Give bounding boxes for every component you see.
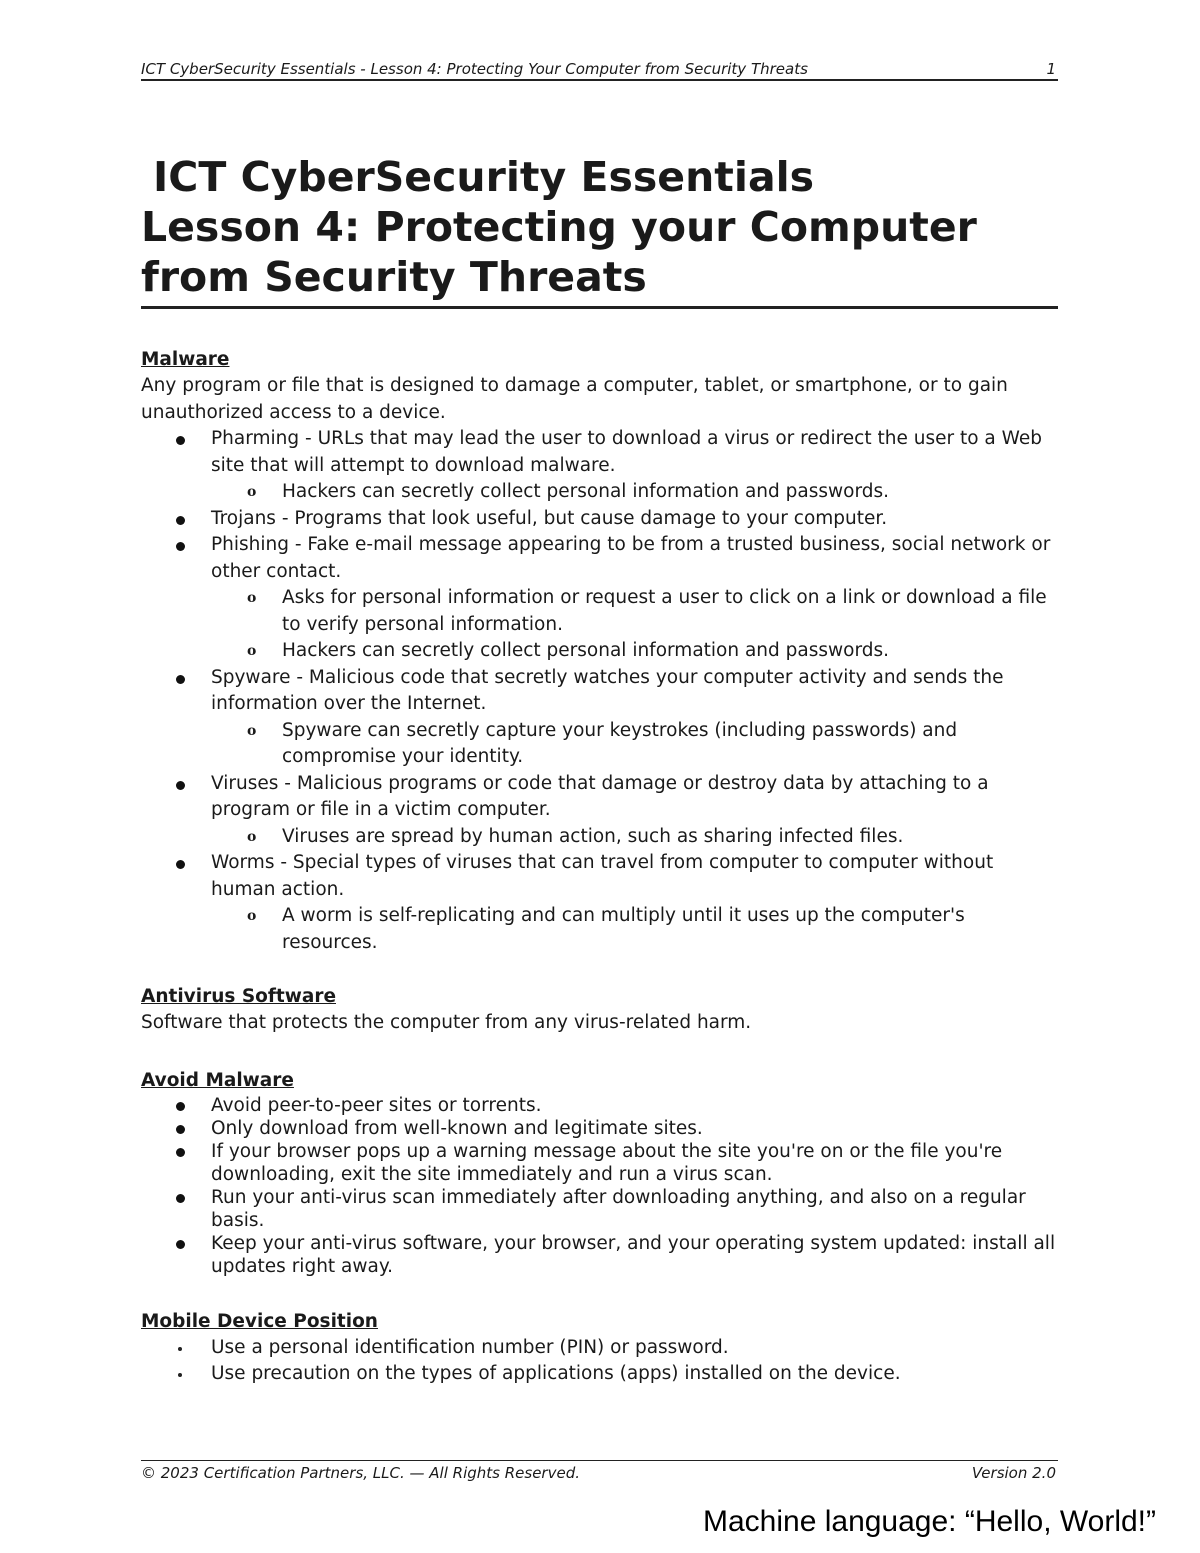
bullet-icon xyxy=(176,1240,185,1249)
list-item: Use precaution on the types of applications (apps) installed on the device. xyxy=(141,1361,1058,1388)
list-item: Avoid peer-to-peer sites or torrents. xyxy=(141,1094,1058,1117)
antivirus-heading: Antivirus Software xyxy=(141,986,336,1007)
circle-bullet-icon: o xyxy=(247,484,257,500)
avoid-malware-heading: Avoid Malware xyxy=(141,1069,294,1091)
circle-bullet-icon: o xyxy=(247,590,257,606)
list-item: Phishing - Fake e-mail message appearing to be from a trusted business, social network or other contact. xyxy=(141,532,1058,585)
circle-bullet-icon: o xyxy=(247,722,257,739)
copyright-text: © 2023 Certification Partners, LLC. — All Rights Reserved. xyxy=(141,1464,580,1482)
caption-text: Machine language: “Hello, World!” xyxy=(702,1505,1156,1538)
sub-list-item: o Hackers can secretly collect personal information and passwords. xyxy=(141,638,1058,665)
avoid-malware-list xyxy=(141,1094,1058,1278)
list-item: Pharming - URLs that may lead the user to download a virus or redirect the user to a Web site that will attempt to download malware. xyxy=(141,426,1058,479)
list-item: If your browser pops up a warning message about the site you're on or the file you're downloading, exit the site immediately and run a virus scan. xyxy=(141,1140,1058,1186)
bullet-icon xyxy=(176,1194,185,1203)
sub-list-item: o Hackers can secretly collect personal information and passwords. xyxy=(141,479,1058,506)
list-item: Only download from well-known and legitimate sites. xyxy=(141,1117,1058,1140)
bullet-icon xyxy=(176,781,185,790)
page-footer xyxy=(141,1460,1058,1482)
bullet-icon xyxy=(176,1148,185,1157)
bullet-icon xyxy=(176,860,185,869)
page-number: 1 xyxy=(1046,60,1056,78)
malware-definition: Any program or file that is designed to damage a computer, tablet, or smartphone, or to gain unauthorized access to a device. xyxy=(141,375,1008,423)
document-title xyxy=(141,152,1058,309)
sub-list-item: o Spyware can secretly capture your keystrokes (including passwords) and compromise your identity. xyxy=(247,719,958,767)
running-header xyxy=(141,60,1058,81)
bullet-icon xyxy=(176,516,185,525)
list-item: Trojans - Programs that look useful, but cause damage to your computer. xyxy=(141,506,1058,533)
title-line-1: ICT CyberSecurity Essentials xyxy=(153,153,815,201)
malware-list xyxy=(141,426,1058,956)
list-item: Worms - Special types of viruses that can travel from computer to computer without human action. xyxy=(141,850,1058,903)
list-item: Run your anti-virus scan immediately after downloading anything, and also on a regular basis. xyxy=(141,1186,1058,1232)
running-title: ICT CyberSecurity Essentials - Lesson 4: Protecting Your Computer from Security Threats xyxy=(141,60,808,78)
circle-bullet-icon: o xyxy=(247,643,257,659)
title-line-2: Lesson 4: Protecting your Computer xyxy=(141,203,977,251)
circle-bullet-icon: o xyxy=(247,908,257,924)
list-item: Spyware - Malicious code that secretly watches your computer activity and sends the information over the Internet. xyxy=(141,665,1058,718)
circle-bullet-icon: o xyxy=(247,828,257,845)
malware-heading: Malware xyxy=(141,349,230,370)
bullet-icon xyxy=(176,436,185,445)
mobile-device-heading: Mobile Device Position xyxy=(141,1310,378,1332)
list-item: Use a personal identification number (PIN) or password. xyxy=(141,1335,1058,1362)
small-bullet-icon xyxy=(178,1373,182,1377)
bullet-icon xyxy=(176,542,185,551)
bullet-icon xyxy=(176,675,185,684)
sub-list-item: o Viruses are spread by human action, such as sharing infected files. xyxy=(141,824,1058,851)
version-text: Version 2.0 xyxy=(971,1464,1056,1482)
title-line-3: from Security Threats xyxy=(141,253,647,301)
sub-list-item: o Asks for personal information or request a user to click on a link or download a file to verify personal information. xyxy=(247,587,1047,635)
small-bullet-icon xyxy=(178,1347,182,1351)
antivirus-definition: Software that protects the computer from any virus-related harm. xyxy=(141,1012,752,1033)
mobile-device-list xyxy=(141,1335,1058,1388)
sub-list-item: o A worm is self-replicating and can multiply until it uses up the computer's resources. xyxy=(247,905,965,953)
bullet-icon xyxy=(176,1102,185,1111)
document-body xyxy=(141,346,1058,1388)
bullet-icon xyxy=(176,1125,185,1134)
list-item: Viruses - Malicious programs or code that damage or destroy data by attaching to a program or file in a victim computer. xyxy=(141,771,1058,824)
list-item: Keep your anti-virus software, your browser, and your operating system updated: install all updates right away. xyxy=(141,1232,1058,1278)
